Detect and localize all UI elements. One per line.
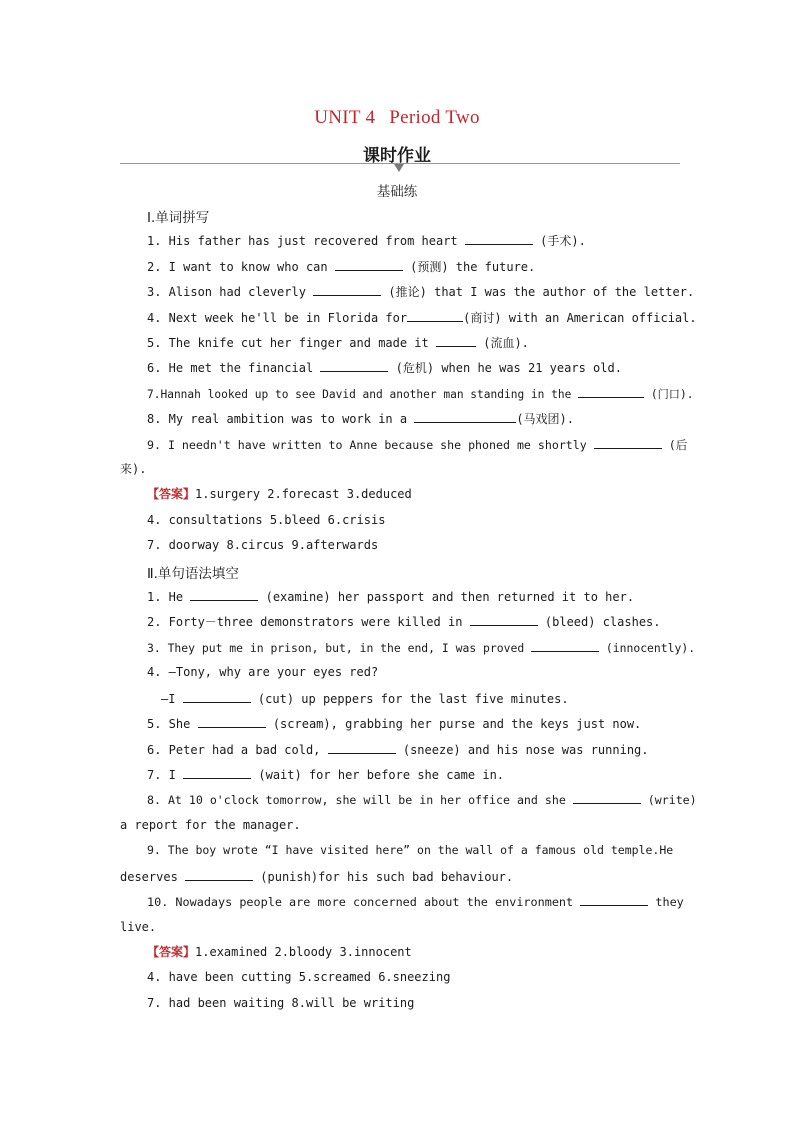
answer-tag: 【答案】 [147, 945, 196, 959]
period-label: Period Two [389, 107, 480, 128]
question-item: 1. He (examine) her passport and then returned it to her. [147, 590, 635, 604]
section1-heading: Ⅰ.单词拼写 [147, 210, 210, 226]
question-item: 10. Nowadays people are more concerned about the environment they [147, 895, 684, 909]
question-item: 4. —Tony, why are your eyes red? [147, 665, 379, 679]
answer-tag: 【答案】 [147, 487, 196, 501]
question-item: 3. Alison had cleverly (推论) that I was the author of the letter. [147, 285, 695, 299]
question-item: 2. Forty－three demonstrators were killed in (bleed) clashes. [147, 615, 661, 629]
answer-line: 7. had been waiting 8.will be writing [147, 996, 415, 1010]
question-item: 5. The knife cut her finger and made it (流血). [147, 336, 529, 350]
question-item: —I (cut) up peppers for the last five minutes. [161, 692, 569, 706]
question-item: 7.Hannah looked up to see David and another man standing in the (门口). [147, 388, 694, 401]
question-item: 2. I want to know who can (预测) the future. [147, 260, 536, 274]
question-item: 9. I needn't have written to Anne because she phoned me shortly (后 [147, 438, 688, 452]
page-subtitle: 课时作业 [363, 146, 431, 166]
answer-line: 7. doorway 8.circus 9.afterwards [147, 538, 379, 552]
question-continuation: a report for the manager. [120, 818, 301, 832]
question-item: 8. My real ambition was to work in a (马戏团). [147, 412, 575, 426]
question-item: 7. I (wait) for her before she came in. [147, 768, 505, 782]
question-item: 6. He met the financial (危机) when he was 21 years old. [147, 361, 622, 375]
question-continuation: live. [120, 920, 157, 934]
question-item: 1. His father has just recovered from heart (手术). [147, 234, 586, 248]
question-item: 9. The boy wrote “I have visited here” on the wall of a famous old temple.He [147, 843, 674, 857]
triangle-marker-icon [394, 164, 404, 172]
section2-heading: Ⅱ.单句语法填空 [147, 566, 239, 582]
answer-line: 【答案】1.examined 2.bloody 3.innocent [147, 945, 412, 959]
question-item: 8. At 10 o'clock tomorrow, she will be in her office and she (write) [147, 793, 697, 807]
question-item: 3. They put me in prison, but, in the end, I was proved (innocently). [147, 641, 696, 655]
question-continuation: 来). [120, 462, 147, 476]
answer-line: 4. have been cutting 5.screamed 6.sneezing [147, 970, 451, 984]
question-continuation: deserves (punish)for his such bad behaviour. [120, 870, 514, 884]
question-item: 6. Peter had a bad cold, (sneeze) and his nose was running. [147, 743, 649, 757]
question-item: 4. Next week he'll be in Florida for (商讨) with an American official. [147, 311, 697, 325]
unit-title [0, 107, 794, 129]
unit-label: UNIT 4 [314, 107, 376, 128]
question-item: 5. She (scream), grabbing her purse and the keys just now. [147, 717, 642, 731]
answer-line: 4. consultations 5.bleed 6.crisis [147, 513, 386, 527]
answer-line: 【答案】1.surgery 2.forecast 3.deduced [147, 487, 412, 501]
level-label: 基础练 [376, 184, 418, 200]
